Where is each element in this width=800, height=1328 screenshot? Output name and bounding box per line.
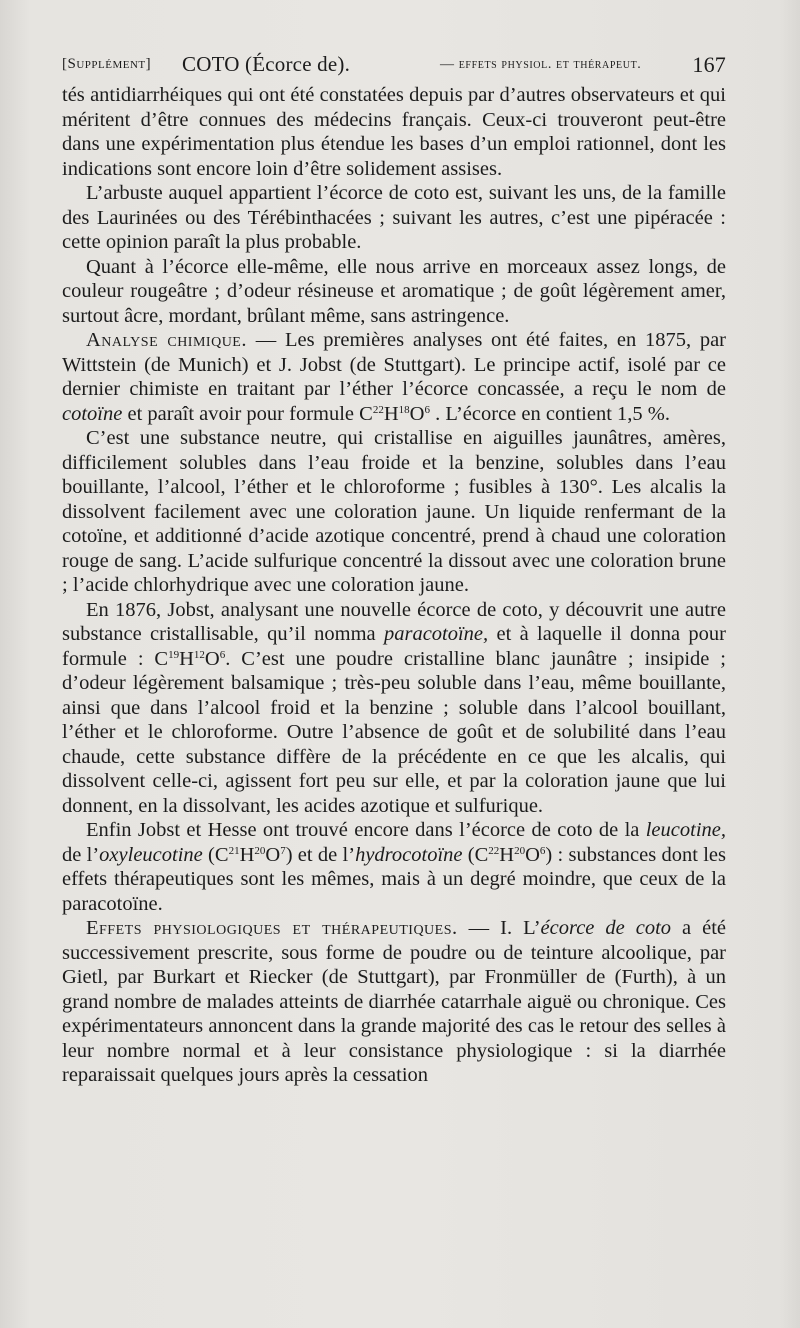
paragraph-4: Analyse chimique. — Les premières analyses ont été faites, en 1875, par Wittstein (de Munich) et J. Jobst (de Stuttgart). Le principe actif, isolé par ce dernier chimiste en traitant par l’éther l’écorce concassée, a reçu le nom de cotoïne et paraît avoir pour formule $C^{22}H^{18}O^6$ . L’écorce en contient 1,5 %.	[62, 329, 726, 425]
running-header	[62, 52, 726, 82]
section-heading-effets: Effets physiologiques et thérapeutiques.	[86, 917, 458, 939]
header-section: [Supplément]	[62, 56, 152, 72]
paragraph-1: tés antidiarrhéiques qui ont été constatées depuis par d’autres observateurs et qui méritent d’être connues des médecins français. Ceux-ci trouveront peut-être dans une expérimentation plus étendue les bases d’un emploi rationnel, dont les indications sont encore loin d’être solidement assises.	[62, 84, 726, 180]
header-subtitle: — effets physiol. et thérapeut.	[440, 57, 642, 72]
body-text	[62, 83, 726, 1088]
paragraph-2: L’arbuste auquel appartient l’écorce de coto est, suivant les uns, de la famille des Laurinées ou des Térébinthacées ; suivant les autres, c’est une pipéracée : cette opinion paraît la plus probable.	[62, 182, 726, 253]
paragraph-6: En 1876, Jobst, analysant une nouvelle écorce de coto, y découvrit une autre substance cristallisable, qu’il nomma paracotoïne, et à laquelle il donna pour formule : $C^{19}H^{12}O^6$. C’est une poudre cristalline blanc jaunâtre ; insipide ; d’odeur légèrement balsamique ; très-peu soluble dans l’eau, même bouillante, ainsi que dans l’alcool froid et la benzine ; soluble dans l’alcool bouillant, l’éther et le chloroforme. Outre l’absence de goût et de solubilité dans l’eau chaude, cette substance diffère de la précédente en ce que les alcalis, qui dissolvent celle-ci, agissent fort peu sur elle, et par la coloration jaune que lui donnent, en la dissolvant, les acides azotique et sulfurique.	[62, 598, 727, 817]
paragraph-8: Effets physiologiques et thérapeutiques. — I. L’écorce de coto a été successivement prescrite, sous forme de poudre ou de teinture alcoolique, par Gietl, par Burkart et Riecker (de Stuttgart), par Fronmüller de (Furth), à un grand nombre de malades atteints de diarrhée catarrhale aiguë ou chronique. Ces expérimentateurs annoncent dans la grande majorité des cas le retour des selles à leur nombre normal et à leur consistance physiologique : si la diarrhée reparaissait quelques jours après la cessation	[62, 917, 727, 1086]
page-number: 167	[692, 52, 726, 77]
paragraph-7: Enfin Jobst et Hesse ont trouvé encore dans l’écorce de coto de la leucotine, de l’oxyleucotine $(C^{21}H^{20}O^7)$ et de l’hydrocotoïne $(C^{22}H^{20}O^6)$ : substances dont les effets thérapeutiques sont les mêmes, mais à un degré moindre, que ceux de la paracotoïne.	[62, 819, 727, 915]
header-title: COTO (Écorce de).	[182, 52, 351, 76]
paragraph-3: Quant à l’écorce elle-même, elle nous arrive en morceaux assez longs, de couleur rougeâtre ; d’odeur résineuse et aromatique ; de goût légèrement amer, surtout âcre, mordant, brûlant même, sans astringence.	[62, 255, 726, 327]
section-heading-analyse: Analyse chimique.	[86, 329, 247, 351]
paragraph-5: C’est une substance neutre, qui cristallise en aiguilles jaunâtres, amères, difficilement solubles dans l’eau froide et la benzine, solubles dans l’eau bouillante, l’alcool, l’éther et le chloroforme ; fusibles à 130°. Les alcalis la dissolvent facilement avec une coloration jaune. Un liquide renfermant de la cotoïne, et additionné d’acide azotique concentré, prend à chaud une coloration rouge de sang. L’acide sulfurique concentré la dissout avec une coloration brune ; l’acide chlorhydrique avec une coloration jaune.	[62, 427, 726, 596]
